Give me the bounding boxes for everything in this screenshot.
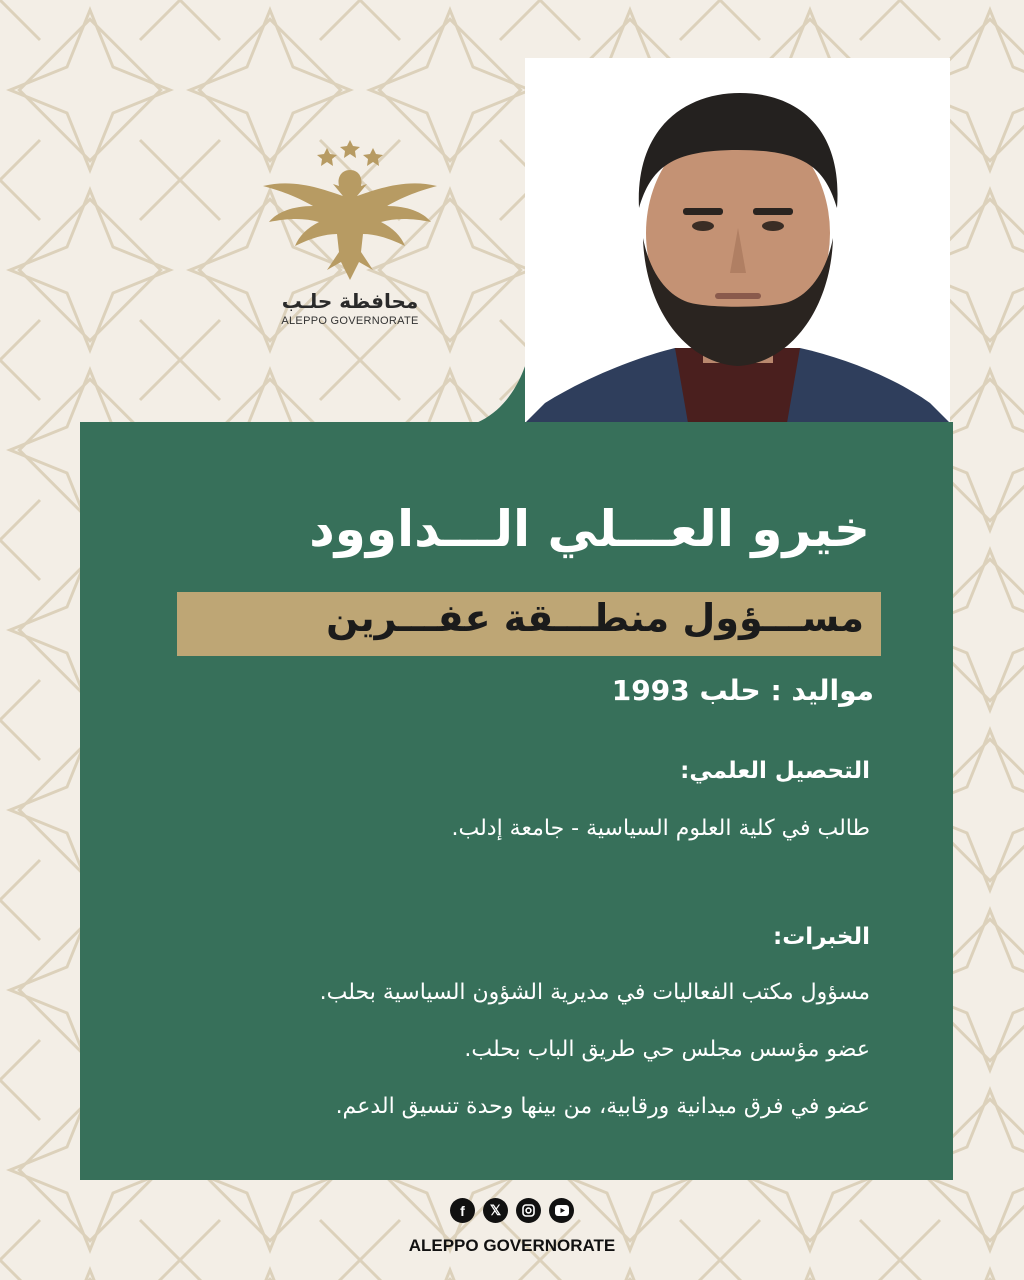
- experience-item: عضو في فرق ميدانية ورقابية، من بينها وحدة تنسيق الدعم.: [335, 1094, 870, 1119]
- x-icon[interactable]: 𝕏: [483, 1198, 508, 1223]
- eagle-emblem-icon: [255, 140, 445, 285]
- youtube-icon[interactable]: [549, 1198, 574, 1223]
- experience-item: مسؤول مكتب الفعاليات في مديرية الشؤون السياسية بحلب.: [319, 980, 870, 1005]
- experience-item: عضو مؤسس مجلس حي طريق الباب بحلب.: [464, 1037, 870, 1062]
- facebook-icon[interactable]: f: [450, 1198, 475, 1223]
- position-title: مســـؤول منطـــقة عفـــرين: [326, 596, 864, 640]
- social-links: [442, 1198, 582, 1228]
- instagram-icon[interactable]: [516, 1198, 541, 1223]
- experience-heading: الخبرات:: [773, 924, 870, 950]
- person-name: خيرو العـــلي الـــداوود: [309, 500, 870, 558]
- education-text: طالب في كلية العلوم السياسية - جامعة إدلب.: [451, 816, 870, 841]
- governorate-logo: [250, 140, 450, 340]
- portrait-photo: [525, 58, 950, 423]
- education-heading: التحصيل العلمي:: [680, 758, 870, 784]
- logo-english-name: ALEPPO GOVERNORATE: [281, 315, 419, 327]
- logo-arabic-name: محافظة حلـب: [281, 289, 419, 313]
- footer-text: ALEPPO GOVERNORATE: [408, 1236, 616, 1255]
- birth-info: مواليد : حلب 1993: [611, 674, 874, 707]
- portrait-illustration: [525, 58, 950, 423]
